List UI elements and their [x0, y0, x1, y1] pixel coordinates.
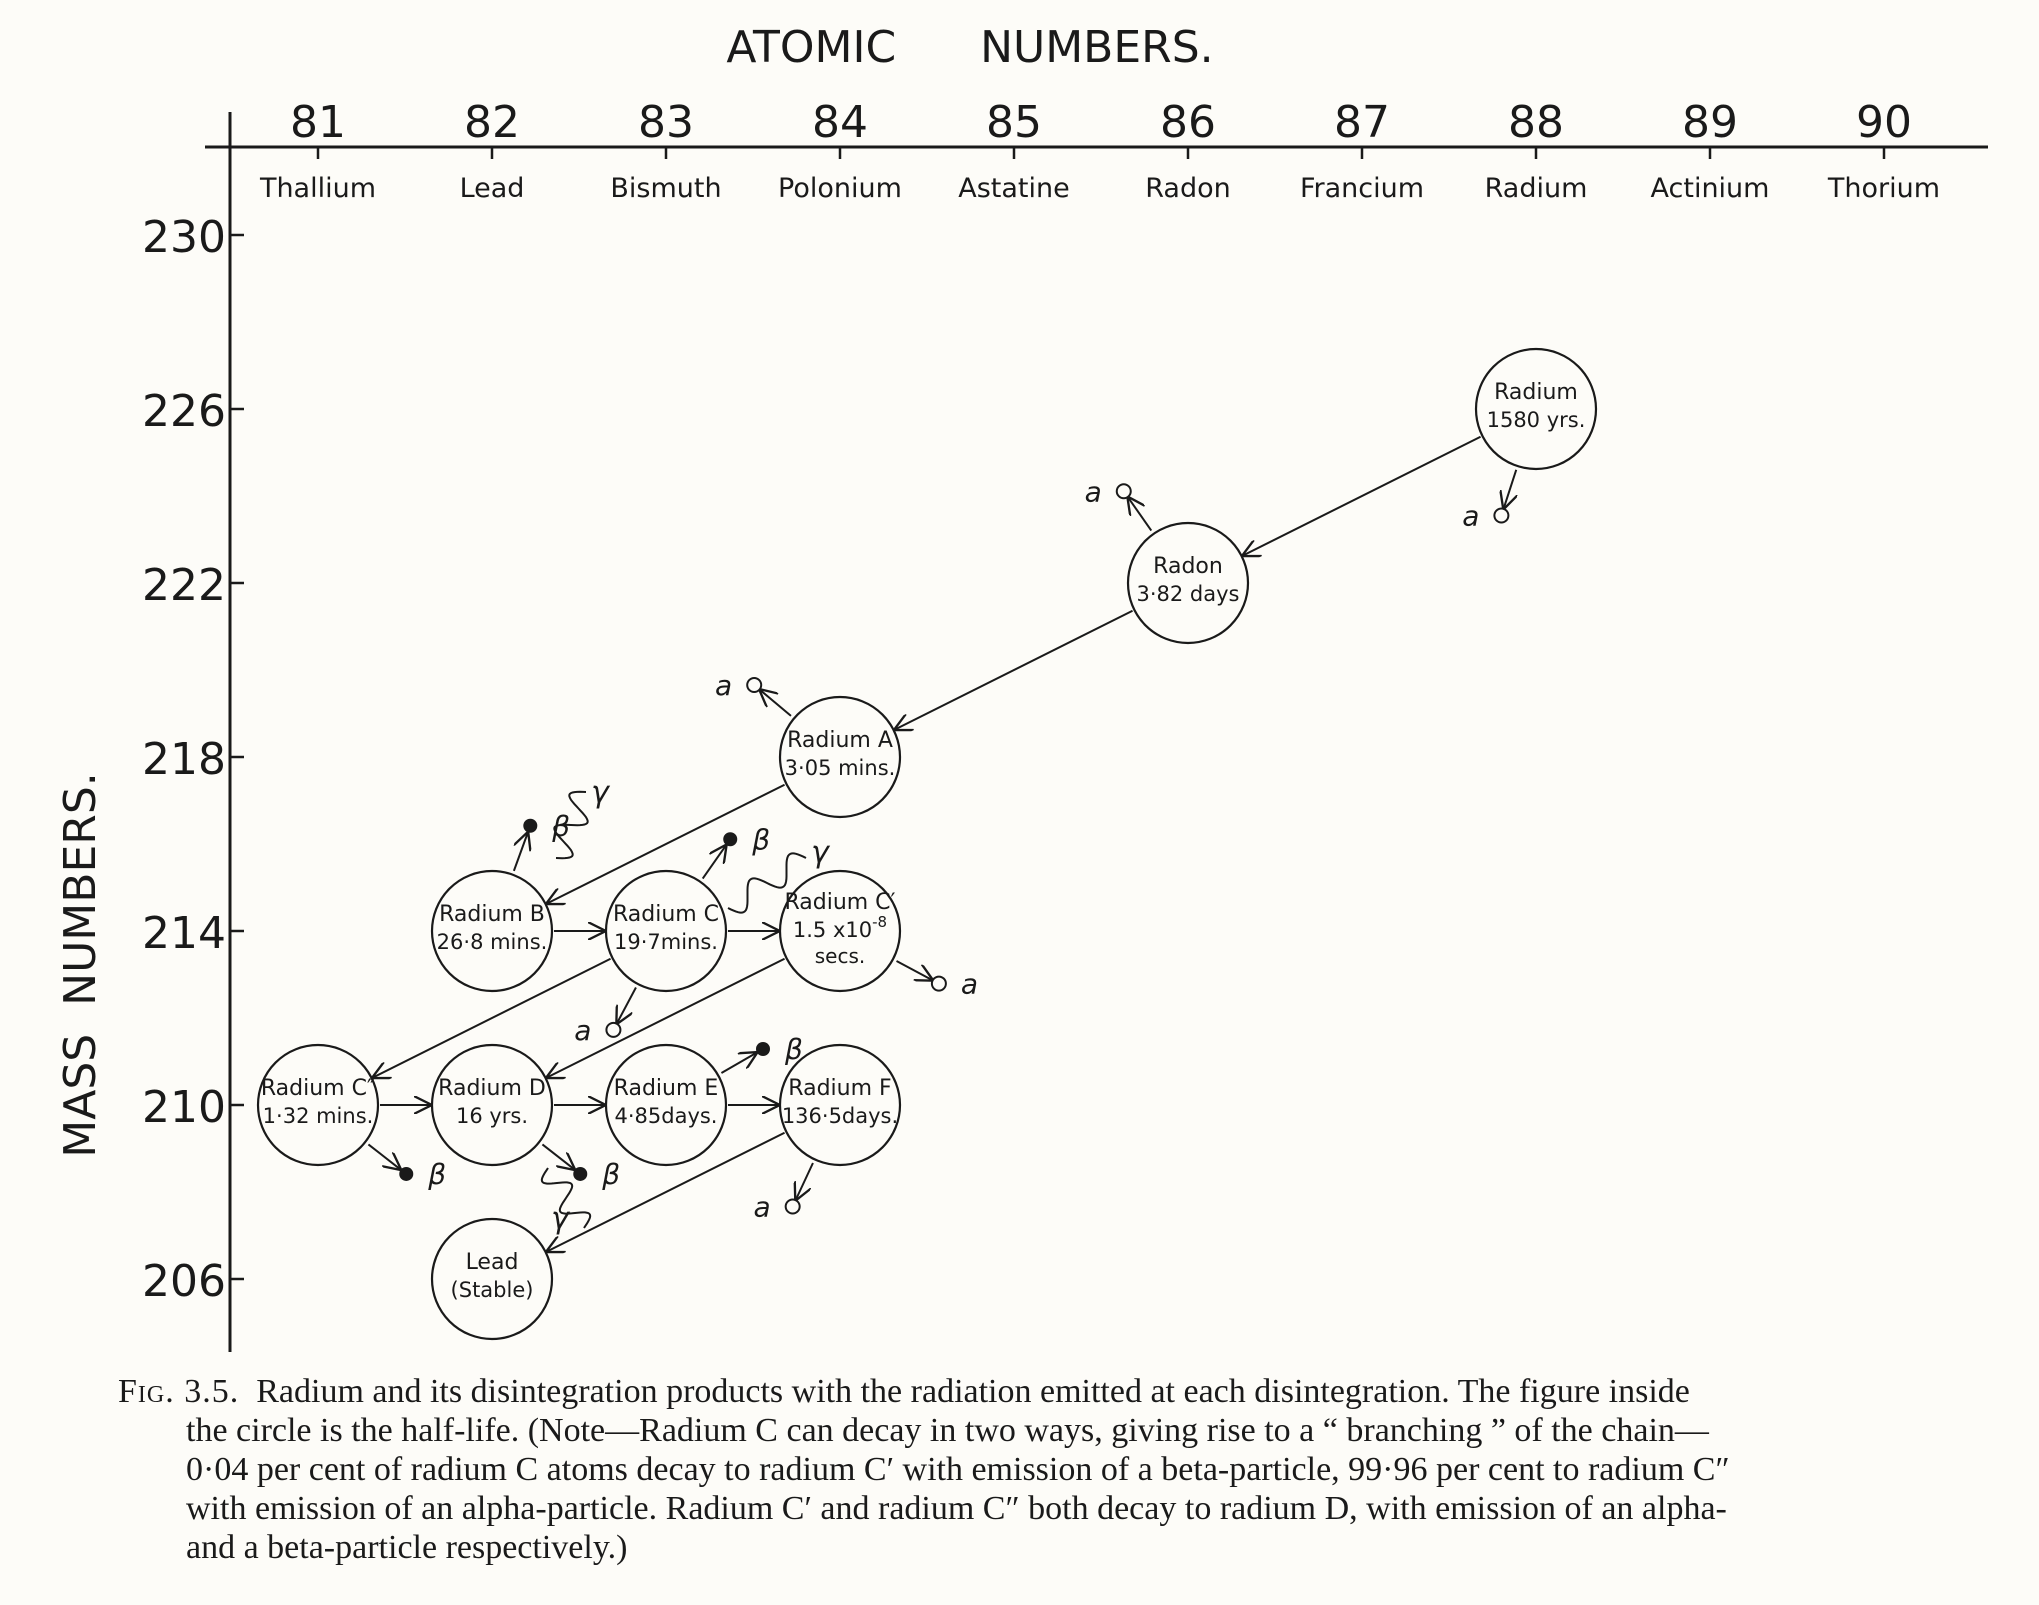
- alpha-particle-icon: [1494, 509, 1508, 523]
- alpha-symbol: a: [715, 669, 733, 703]
- element-name-francium: Francium: [1299, 173, 1425, 204]
- beta-particle-icon: [399, 1167, 413, 1181]
- nuclide-name: Radium F: [788, 1076, 892, 1101]
- alpha-emission-arrow: [1128, 498, 1151, 531]
- gamma-wave-radium-b: [554, 792, 587, 858]
- caption-line-1: Radium and its disintegration products with the radiation emitted at each disintegration. The figure inside: [256, 1373, 1690, 1410]
- x-tick-label-84: 84: [812, 97, 868, 148]
- beta-emission-arrow: [703, 846, 726, 879]
- alpha-particle-icon: [606, 1023, 620, 1037]
- nuclide-name: Lead: [465, 1250, 519, 1275]
- caption-line-2: the circle is the half-life. (Note—Radium C can decay in two ways, giving rise to a “ branching ” of the chain—: [186, 1412, 1709, 1449]
- x-tick-label-86: 86: [1160, 97, 1216, 148]
- nuclide-half-life: 1580 yrs.: [1486, 408, 1586, 432]
- alpha-particle-icon: [786, 1200, 800, 1214]
- x-tick-label-85: 85: [986, 97, 1042, 148]
- nuclide-half-life: 1.5 $x10^{-8}$: [792, 913, 888, 942]
- element-name-astatine: Astatine: [958, 173, 1070, 204]
- alpha-emission-arrow: [617, 988, 636, 1023]
- alpha-symbol: a: [960, 967, 979, 1001]
- element-name-radium: Radium: [1484, 173, 1588, 204]
- nuclide-name: Radium A: [787, 728, 893, 753]
- nuclide-half-life: 19·7mins.: [614, 930, 718, 954]
- nuclide-name: Radium: [1494, 380, 1578, 405]
- nuclide-half-life: 4·85days.: [614, 1104, 718, 1128]
- y-tick-label-206: 206: [142, 1256, 226, 1307]
- beta-particle-icon: [723, 832, 737, 846]
- beta-symbol: β: [552, 809, 571, 843]
- alpha-symbol: a: [1462, 499, 1480, 533]
- nuclide-half-life: 3·82 days: [1136, 582, 1240, 606]
- alpha-particle-icon: [932, 977, 946, 991]
- nuclide-name: Radium C′: [784, 890, 896, 915]
- beta-emission-radium-c-double: [368, 1144, 446, 1191]
- alpha-emission-radium-c-prime: [897, 961, 979, 1001]
- y-axis-title: MASS NUMBERS.: [55, 772, 106, 1158]
- alpha-emission-arrow: [897, 961, 932, 980]
- nuclide-radium-d: [432, 1045, 552, 1165]
- nuclide-radium-a: [780, 697, 900, 817]
- x-tick-label-83: 83: [638, 97, 694, 148]
- nuclide-radium-c: [606, 871, 726, 991]
- nuclide-name: Radium E: [613, 1076, 719, 1101]
- y-tick-label-218: 218: [142, 734, 226, 785]
- y-tick-label-226: 226: [142, 386, 226, 437]
- beta-emission-arrow: [368, 1144, 400, 1169]
- alpha-emission-arrow: [796, 1163, 813, 1199]
- beta-emission-arrow: [542, 1144, 574, 1169]
- element-name-bismuth: Bismuth: [610, 173, 722, 204]
- nuclide-name: Radium B: [439, 902, 545, 927]
- nuclide-half-life-unit: secs.: [814, 944, 866, 968]
- alpha-symbol: a: [574, 1013, 592, 1047]
- nuclide-lead-stable: [432, 1219, 552, 1339]
- x-tick-label-89: 89: [1682, 97, 1738, 148]
- alpha-emission-radon: [1085, 475, 1152, 530]
- nuclide-half-life: (Stable): [450, 1278, 534, 1302]
- nuclide-name: Radium C″: [260, 1076, 376, 1101]
- caption-line-5: and a beta-particle respectively.): [186, 1529, 628, 1566]
- nuclide-half-life: 1·32 mins.: [262, 1104, 374, 1128]
- nuclide-radium-c-prime: [780, 871, 900, 991]
- caption-label: Fig. 3.5.: [118, 1373, 240, 1410]
- y-tick-label-222: 222: [142, 560, 226, 611]
- beta-emission-radium-c: [703, 823, 771, 878]
- decay-arrow-radium-to-radon: [1243, 437, 1480, 556]
- y-tick-label-214: 214: [142, 908, 226, 959]
- beta-particle-icon: [573, 1167, 587, 1181]
- beta-particle-icon: [756, 1042, 770, 1056]
- beta-symbol: β: [784, 1033, 803, 1066]
- alpha-emission-arrow: [760, 690, 791, 716]
- gamma-symbol-radium-c: γ: [811, 835, 829, 870]
- beta-emission-arrow: [721, 1053, 756, 1073]
- alpha-particle-icon: [747, 678, 761, 692]
- alpha-emission-radium-a: [715, 669, 791, 716]
- nuclide-radium: [1476, 349, 1596, 469]
- nuclide-name: Radon: [1153, 554, 1223, 579]
- nuclide-half-life: 16 yrs.: [455, 1104, 529, 1128]
- element-name-thallium: Thallium: [259, 173, 377, 204]
- nuclide-half-life: 3·05 mins.: [784, 756, 896, 780]
- beta-symbol: β: [428, 1157, 447, 1191]
- y-tick-label-230: 230: [142, 212, 226, 263]
- x-axis-title: ATOMIC NUMBERS.: [726, 22, 1214, 73]
- element-name-lead: Lead: [459, 173, 525, 204]
- element-name-thorium: Thorium: [1827, 173, 1941, 204]
- alpha-particle-icon: [1117, 484, 1131, 498]
- beta-symbol: β: [752, 823, 771, 857]
- nuclide-half-life: 26·8 mins.: [436, 930, 548, 954]
- alpha-emission-radium-f: [753, 1163, 812, 1224]
- half-life-exponent: -8: [872, 913, 888, 931]
- nuclide-name: Radium C: [612, 902, 720, 927]
- y-tick-label-210: 210: [142, 1082, 226, 1133]
- nuclide-radon: [1128, 523, 1248, 643]
- nuclide-radium-c-double: [258, 1045, 378, 1165]
- x-tick-label-88: 88: [1508, 97, 1564, 148]
- nuclide-radium-f: [780, 1045, 900, 1165]
- x-tick-label-87: 87: [1334, 97, 1390, 148]
- caption-line-3: 0·04 per cent of radium C atoms decay to radium C′ with emission of a beta-particle, 99·96 per cent to radium C″: [186, 1451, 1730, 1488]
- element-name-radon: Radon: [1145, 173, 1231, 204]
- x-tick-label-82: 82: [464, 97, 520, 148]
- x-tick-label-90: 90: [1856, 97, 1912, 148]
- nuclide-radium-b: [432, 871, 552, 991]
- gamma-symbol-radium-d: γ: [551, 1201, 569, 1236]
- gamma-symbol-radium-b: γ: [591, 775, 609, 810]
- decay-arrow-radon-to-radium-a: [895, 611, 1132, 730]
- nuclide-radium-e: [606, 1045, 726, 1165]
- caption-line-4: with emission of an alpha-particle. Radium C′ and radium C″ both decay to radium D, with emission of an alpha-: [186, 1490, 1727, 1527]
- nuclide-half-life: 136·5days.: [781, 1104, 899, 1128]
- x-axis-ticks: [259, 97, 1940, 204]
- alpha-emission-radium: [1462, 470, 1516, 533]
- beta-emission-arrow: [514, 833, 528, 871]
- beta-emission-radium-e: [721, 1033, 803, 1073]
- x-tick-label-81: 81: [290, 97, 346, 148]
- nuclide-name: Radium D: [438, 1076, 546, 1101]
- element-name-polonium: Polonium: [778, 173, 902, 204]
- alpha-symbol: a: [753, 1190, 771, 1224]
- alpha-emission-arrow: [1504, 470, 1516, 508]
- beta-symbol: β: [602, 1157, 621, 1191]
- alpha-symbol: a: [1084, 475, 1102, 509]
- figure-caption: [118, 1372, 1928, 1567]
- beta-particle-icon: [523, 819, 537, 833]
- nuclide-nodes: [258, 349, 1596, 1339]
- element-name-actinium: Actinium: [1650, 173, 1770, 204]
